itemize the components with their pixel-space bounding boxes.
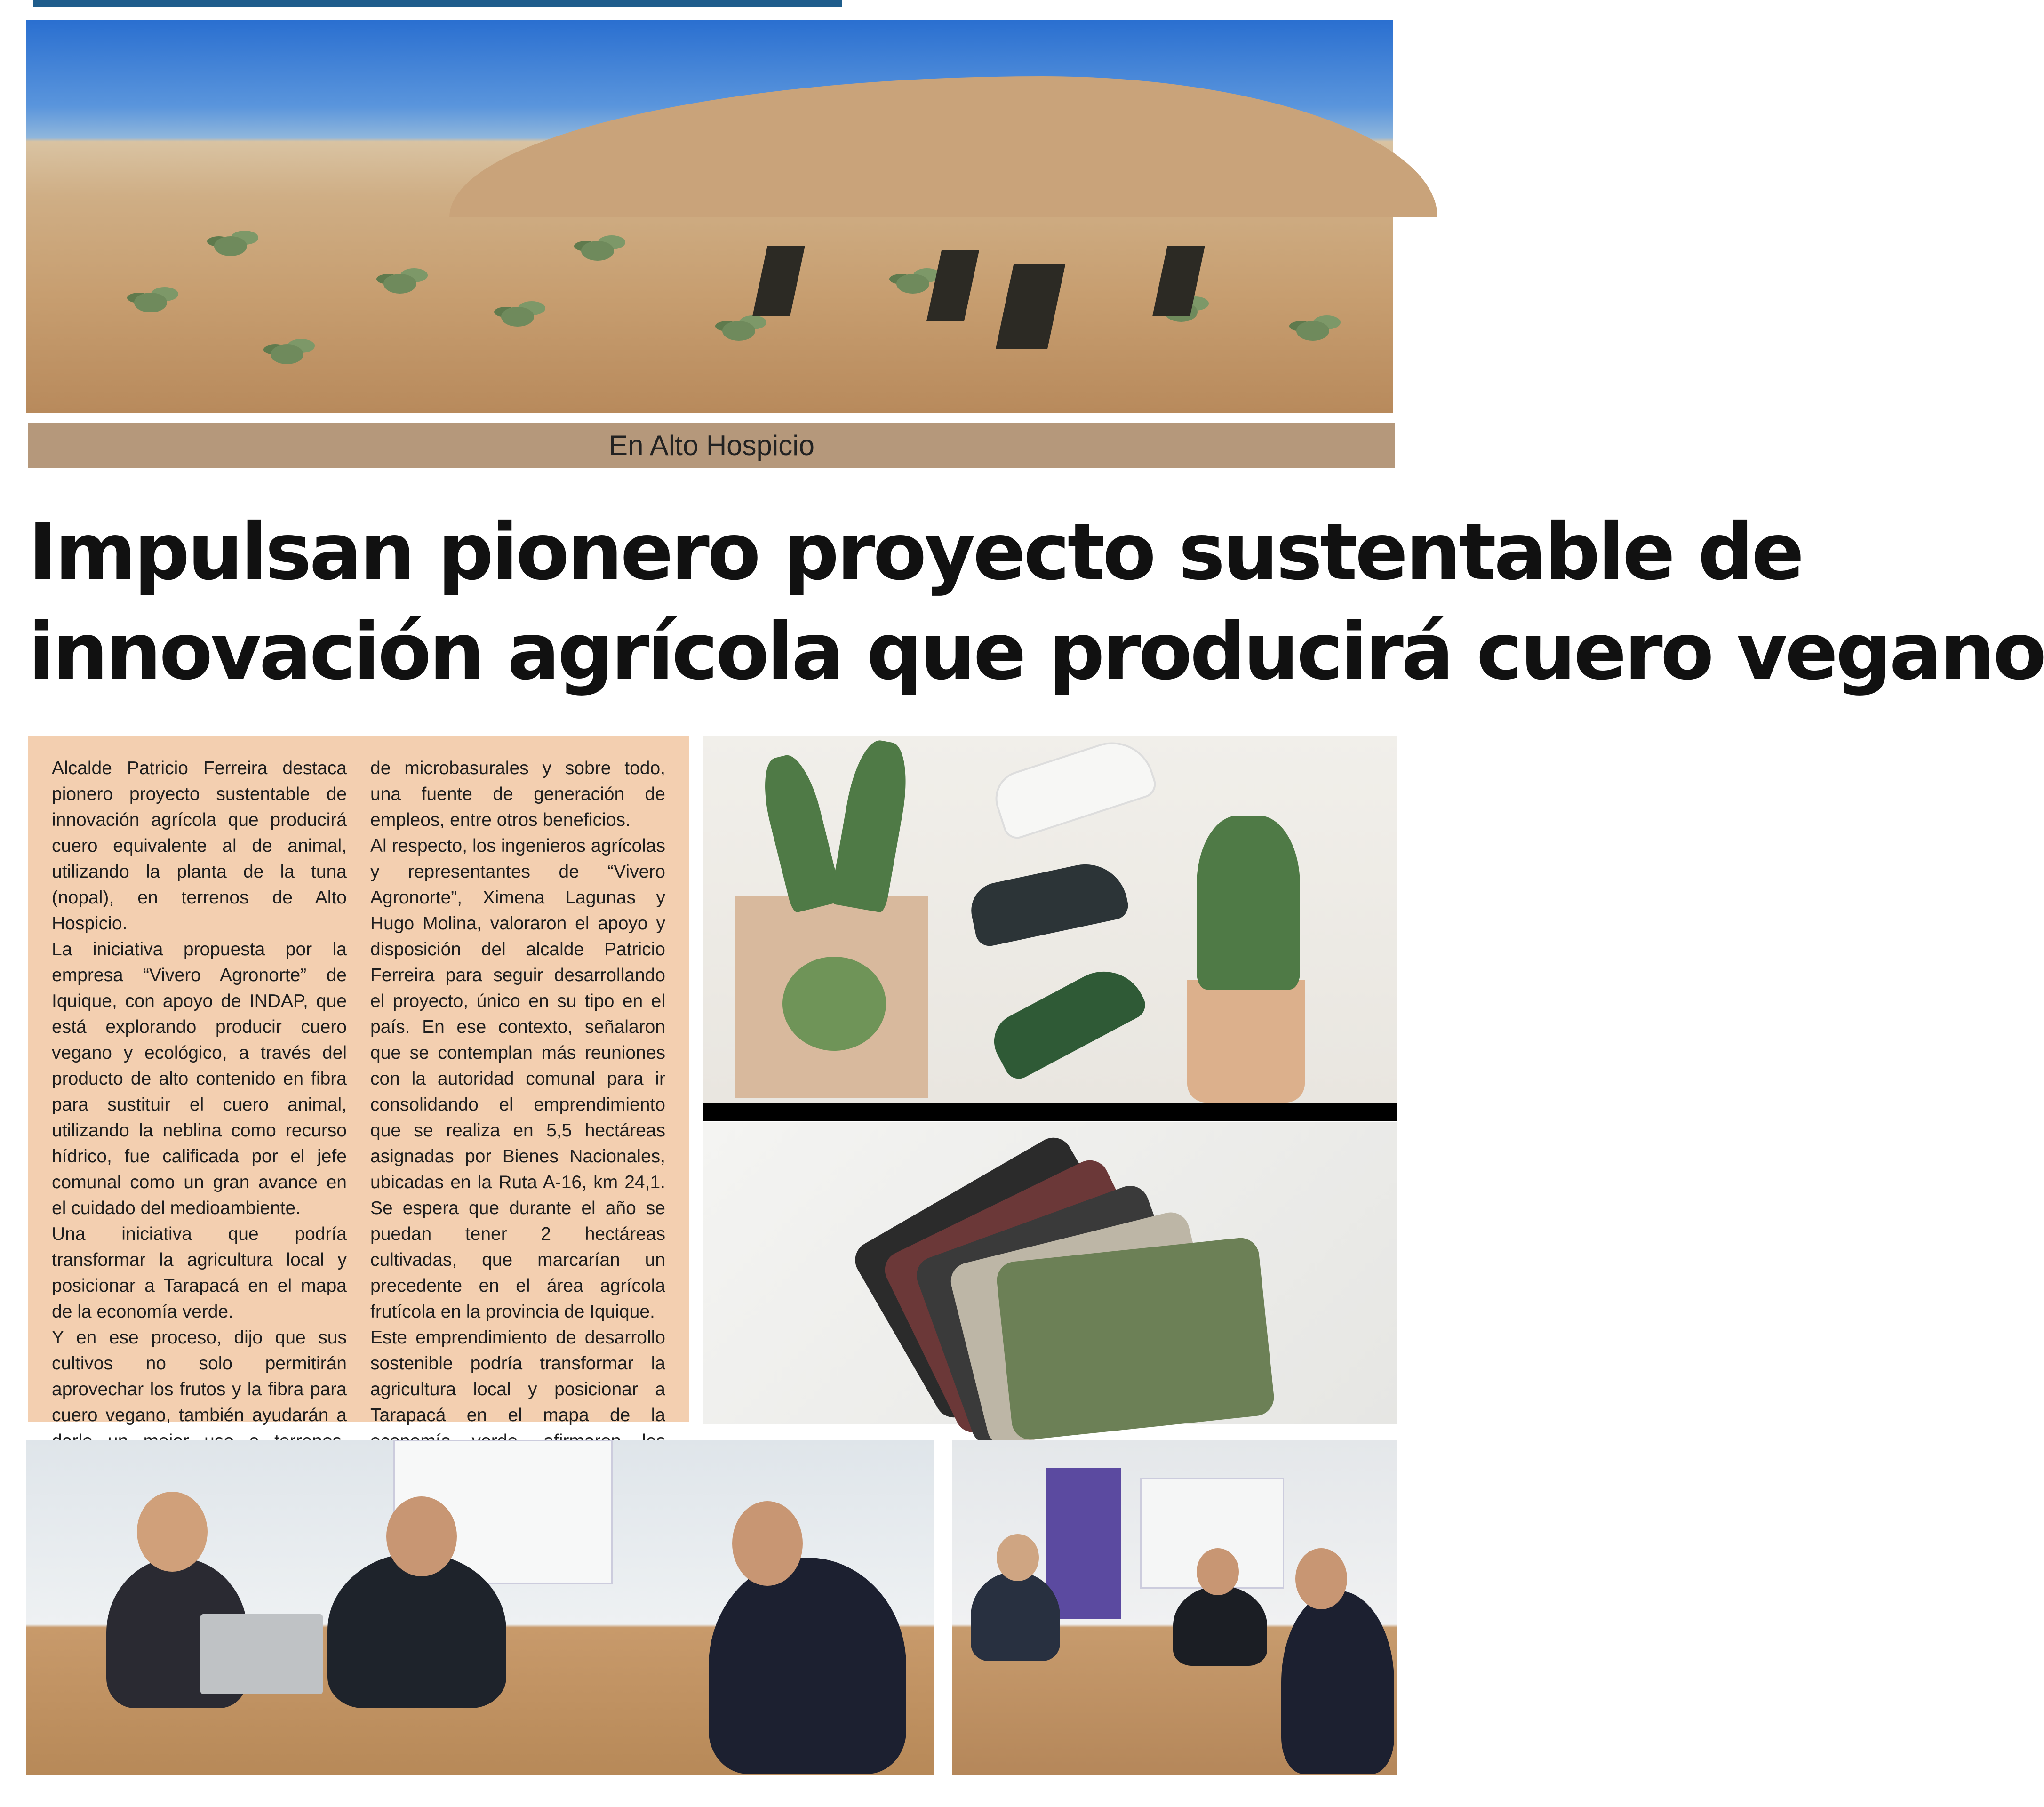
vegan-leather-swatches-photo	[703, 1122, 1397, 1424]
paragraph: de microbasurales y sobre todo, una fuente de generación de empleos, entre otros beneficios.	[370, 758, 665, 830]
article-column-1	[52, 755, 347, 1480]
cactus-plant	[581, 241, 614, 261]
cactus-plant	[134, 293, 167, 312]
sand-dune	[449, 76, 1437, 217]
photo-divider	[703, 1103, 1397, 1121]
shade-cover	[1152, 246, 1205, 316]
paragraph: Al respecto, los ingenieros agrícolas y representantes de “Vivero Agronorte”, Ximena Lagunas y Hugo Molina, valoraron el apoyo y disposición del alcalde Patricio Ferreira para seguir desarrollando el proyecto, único en su tipo en el país. En ese contexto, señalaron que se contemplan más reuniones con la autoridad comunal para ir consolidando el emprendimiento que se realiza en 5,5 hectáreas asignadas por Bienes Nacionales, ubicadas en la Ruta A-16, km 24,1. Se espera que durante el año se puedan tener 2 hectáreas cultivadas, que marcarían un precedente en el área agrícola frutícola en la provincia de Iquique.	[370, 836, 665, 1322]
cactus-plant	[271, 344, 303, 364]
leather-swatch	[995, 1236, 1276, 1441]
paragraph: Y en ese proceso, dijo que sus cultivos no solo permitirán aprovechar los frutos y la fibra para cuero vegano, también ayudarán a	[52, 1327, 347, 1425]
navy-sneaker	[966, 856, 1131, 949]
person-head	[732, 1501, 803, 1586]
section-kicker-band	[28, 423, 1395, 468]
person-head	[1197, 1548, 1239, 1595]
paragraph: Una iniciativa que podría transformar la agricultura local y posicionar a Tarapacá en el mapa de la economía verde.	[52, 1224, 347, 1322]
seated-man	[971, 1572, 1060, 1661]
paragraph: La iniciativa propuesta por la empresa “Vivero Agronorte” de Iquique, con apoyo de INDAP, que está explorando producir cuero vegano y ecológico, a través del producto de alto contenido en fibra para sustituir el cuero animal, utilizando la neblina como recurso hídrico, fue calificada por el jefe comunal como un gran avance en el cuidado del medioambiente.	[52, 939, 347, 1218]
cactus-sneakers-photo	[703, 736, 1397, 1103]
headline-line-2: innovación agrícola que producirá cuero vegano	[28, 607, 2044, 697]
cactus-plant	[1296, 321, 1329, 341]
paragraph: Alcalde Patricio Ferreira destaca pionero proyecto sustentable de innovación agrícola que producirá cuero equivalente al de animal, utilizando la planta de la tuna (nopal), en terrenos de Alto Hospicio.	[52, 758, 347, 934]
cactus-plant	[383, 274, 416, 294]
top-rule	[33, 0, 842, 7]
cactus-paddle	[830, 736, 915, 913]
cactus-plant	[214, 236, 247, 256]
person-head	[386, 1496, 457, 1576]
cactus-plant	[722, 321, 755, 341]
man-in-navy-sweater	[709, 1558, 906, 1774]
banner-poster	[1046, 1468, 1121, 1619]
barrel-cactus	[782, 957, 886, 1051]
headline	[28, 503, 2044, 702]
meeting-photo-1	[26, 1440, 934, 1775]
green-sneaker	[984, 957, 1150, 1084]
paragraph: Este emprendimiento de desarrollo sostenible podría transformar la agricultura local y posicionar a Tarapacá en el mapa de la	[370, 1327, 665, 1425]
shade-cover	[752, 246, 805, 316]
person-head	[137, 1492, 208, 1572]
cactus-plant	[896, 274, 929, 294]
shade-cover	[996, 264, 1065, 349]
meeting-photo-2	[952, 1440, 1397, 1775]
cactus-paddle	[755, 751, 843, 914]
cactus-plant	[501, 307, 534, 327]
shade-cover	[926, 250, 979, 321]
column-cactus	[1197, 816, 1300, 990]
headline-line-1: Impulsan pionero proyecto sustentable de	[28, 507, 1802, 598]
article-column-2	[370, 755, 665, 1480]
section-kicker: En Alto Hospicio	[609, 429, 814, 461]
seated-man	[1173, 1586, 1267, 1666]
white-sneaker	[988, 731, 1159, 842]
person-head	[997, 1534, 1039, 1581]
planter-pot	[1187, 980, 1305, 1103]
man-in-puffer-jacket	[327, 1553, 506, 1708]
person-head	[1295, 1548, 1347, 1609]
man-in-dark-jacket	[1281, 1591, 1394, 1774]
hero-desert-photo	[26, 20, 1393, 413]
laptop	[200, 1614, 323, 1694]
